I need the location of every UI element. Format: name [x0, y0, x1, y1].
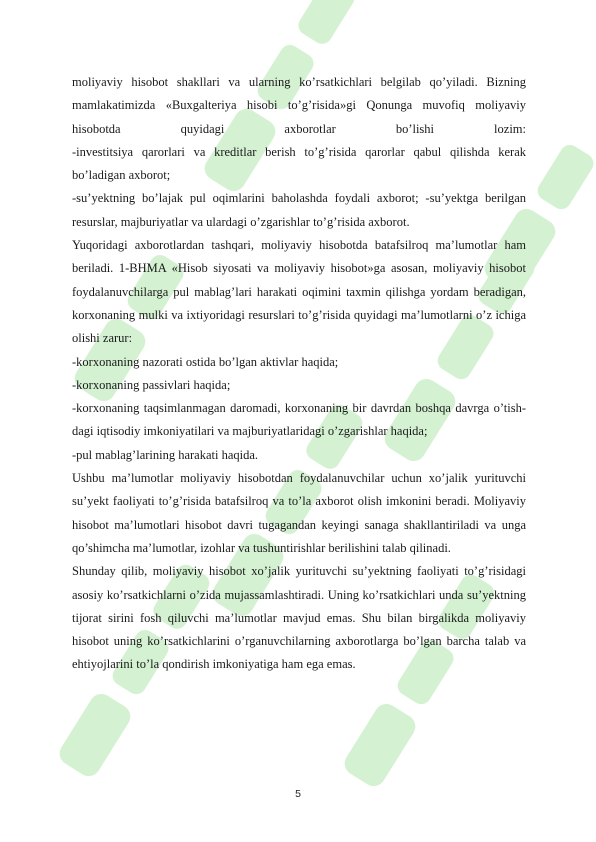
paragraph: Yuqoridagi axborotlardan tashqari, moliyaviy hisobotda batafsilroq ma’lumotlar ham beriladi. 1-BHMA «Hisob siyosati va moliyaviy hisobot»ga asosan, moliyaviy hisobot foydalanuvchilarga pul mablag’lari harakati oqimini taxmin qilishga yordam beradigan, korxonaning mulki va ixtiyoridagi resurslari to’g’risida quyidagi ma’lumotlarni o’z ichiga olishi zarur: — [72, 238, 526, 346]
list-item: -korxonaning passivlari haqida; — [72, 377, 231, 392]
document-body — [72, 71, 526, 677]
paragraph: -investitsiya qarorlari va kreditlar berish to’g’risida qarorlar qabul qilishda kerak bo’ladigan axborot; — [72, 144, 526, 183]
page-number: 5 — [295, 788, 301, 800]
paragraph: Ushbu ma’lumotlar moliyaviy hisobotdan foydalanuvchilar uchun xo’jalik yurituvchi su’yekt faoliyati to’g’risida batafsilroq va to’la axborot olish imkonini beradi. Moliyaviy hisobot ma’lumotlari hisobot davri tugagandan keyingi sanaga shakllantiriladi va unga qo’shimcha ma’lumotlar, izohlar va tushuntirishlar berilishini talab qilinadi. — [72, 471, 526, 555]
list-item: -pul mablag’larining harakati haqida. — [72, 447, 259, 462]
list-item: -korxonaning taqsimlanmagan daromadi, korxonaning bir davrdan boshqa davrga o’tish-dagi iqtisodiy imkoniyatilari va majburiyatlaridagi o’zgarishlar haqida; — [72, 401, 526, 439]
paragraph: -su’yektning bo’lajak pul oqimlarini baholashda foydali axborot; -su’yektga berilgan resurslar, majburiyatlar va ulardagi o’zgarishlar to’g’risida axborot. — [72, 191, 526, 229]
paragraph: Shunday qilib, moliyaviy hisobot xo’jalik yurituvchi su’yektning faoliyati to’g’risidagi asosiy ko’rsatkichlarni o’zida mujassamlashtiradi. Uning ko’rsatkichlari unda su’yektning tijorat sirini fosh qiluvchi ma’lumotlar mavjud emas. Shu bilan birgalikda moliyaviy hisobot uning ko’rsatkichlarini o’rganuvchilarning axborotlarga bo’lgan barcha talab va ehtiyojlarini to’la qondirish imkoniyatiga ham ega emas. — [72, 564, 526, 672]
list-item: -korxonaning nazorati ostida bo’lgan aktivlar haqida; — [72, 354, 339, 369]
paragraph: moliyaviy hisobot shakllari va ularning ko’rsatkichlari belgilab qo’yiladi. Bizning mamlakatimizda «Buxgalteriya hisobi to’g’risida»gi Qonunga muvofiq moliyaviy hisobotda quyidagi axborotlar bo’lishi lozim: — [72, 75, 526, 136]
